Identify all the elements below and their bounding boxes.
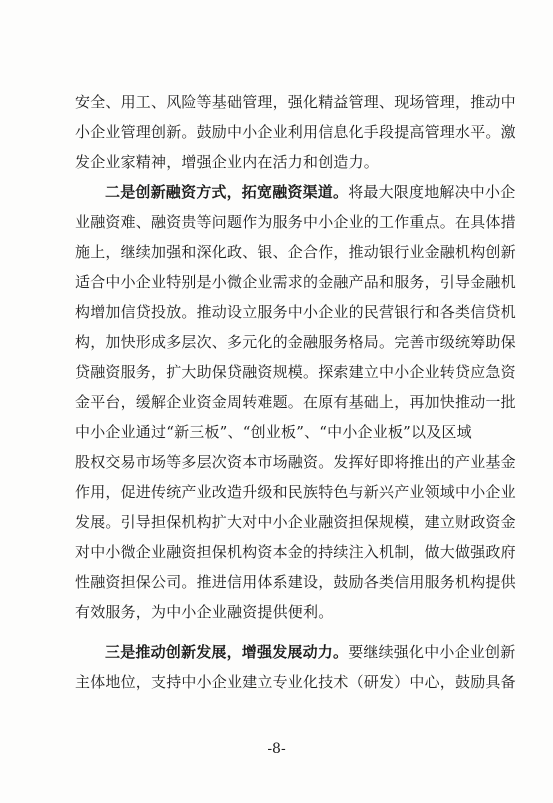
paragraph-2-line-3: 施上，继续加强和深化政、银、企合作，推动银行业金融机构创新 — [75, 243, 516, 261]
paragraph-2-line-9: 中小企业通过“新三板”、“创业板”、“中小企业板”以及区域 — [75, 423, 472, 441]
paragraph-2-line-7: 贷融资服务，扩大助保贷融资规模。探索建立中小企业转贷应急资 — [75, 363, 516, 381]
paragraph-1-line-2: 小企业管理创新。鼓励中小企业利用信息化手段提高管理水平。激 — [75, 123, 516, 141]
paragraph-3-heading: 三是推动创新发展，增强发展动力。 — [105, 643, 349, 661]
paragraph-2-line-4: 适合中小企业特别是小微企业需求的金融产品和服务，引导金融机 — [75, 273, 516, 291]
paragraph-1-line-1: 安全、用工、风险等基础管理，强化精益管理、现场管理，推动中 — [75, 93, 516, 111]
paragraph-2-line-2: 业融资难、融资贵等问题作为服务中小企业的工作重点。在具体措 — [75, 213, 516, 231]
paragraph-2-line-15: 有效服务，为中小企业融资提供便利。 — [75, 603, 334, 621]
paragraph-2-line-14: 性融资担保公司。推进信用体系建设，鼓励各类信用服务机构提供 — [75, 573, 516, 591]
paragraph-3-line-2: 主体地位，支持中小企业建立专业化技术（研发）中心，鼓励具备 — [75, 673, 516, 691]
paragraph-2-first-line — [105, 182, 516, 202]
paragraph-2-line-13: 对中小微企业融资担保机构资本金的持续注入机制，做大做强政府 — [75, 543, 516, 561]
paragraph-2-line-10: 股权交易市场等多层次资本市场融资。发挥好即将推出的产业基金 — [75, 453, 516, 471]
paragraph-2-line-8: 金平台，缓解企业资金周转难题。在原有基础上，再加快推动一批 — [75, 393, 516, 411]
paragraph-2-line-12: 发展。引导担保机构扩大对中小企业融资担保规模，建立财政资金 — [75, 513, 516, 531]
paragraph-2-line-11: 作用，促进传统产业改造升级和民族特色与新兴产业领域中小企业 — [75, 483, 516, 501]
paragraph-3-first-line-text: 要继续强化中小企业创新 — [348, 643, 516, 661]
page-number: -8- — [267, 741, 286, 757]
paragraph-1-line-3: 发企业家精神，增强企业内在活力和创造力。 — [75, 153, 380, 171]
paragraph-3-first-line — [105, 642, 516, 662]
paragraph-2-line-5: 构增加信贷投放。推动设立服务中小企业的民营银行和各类信贷机 — [75, 303, 516, 321]
paragraph-2-first-line-text: 将最大限度地解决中小企 — [348, 183, 516, 201]
paragraph-2-heading: 二是创新融资方式，拓宽融资渠道。 — [105, 183, 349, 201]
paragraph-2-line-6: 构，加快形成多层次、多元化的金融服务格局。完善市级统筹助保 — [75, 333, 516, 351]
